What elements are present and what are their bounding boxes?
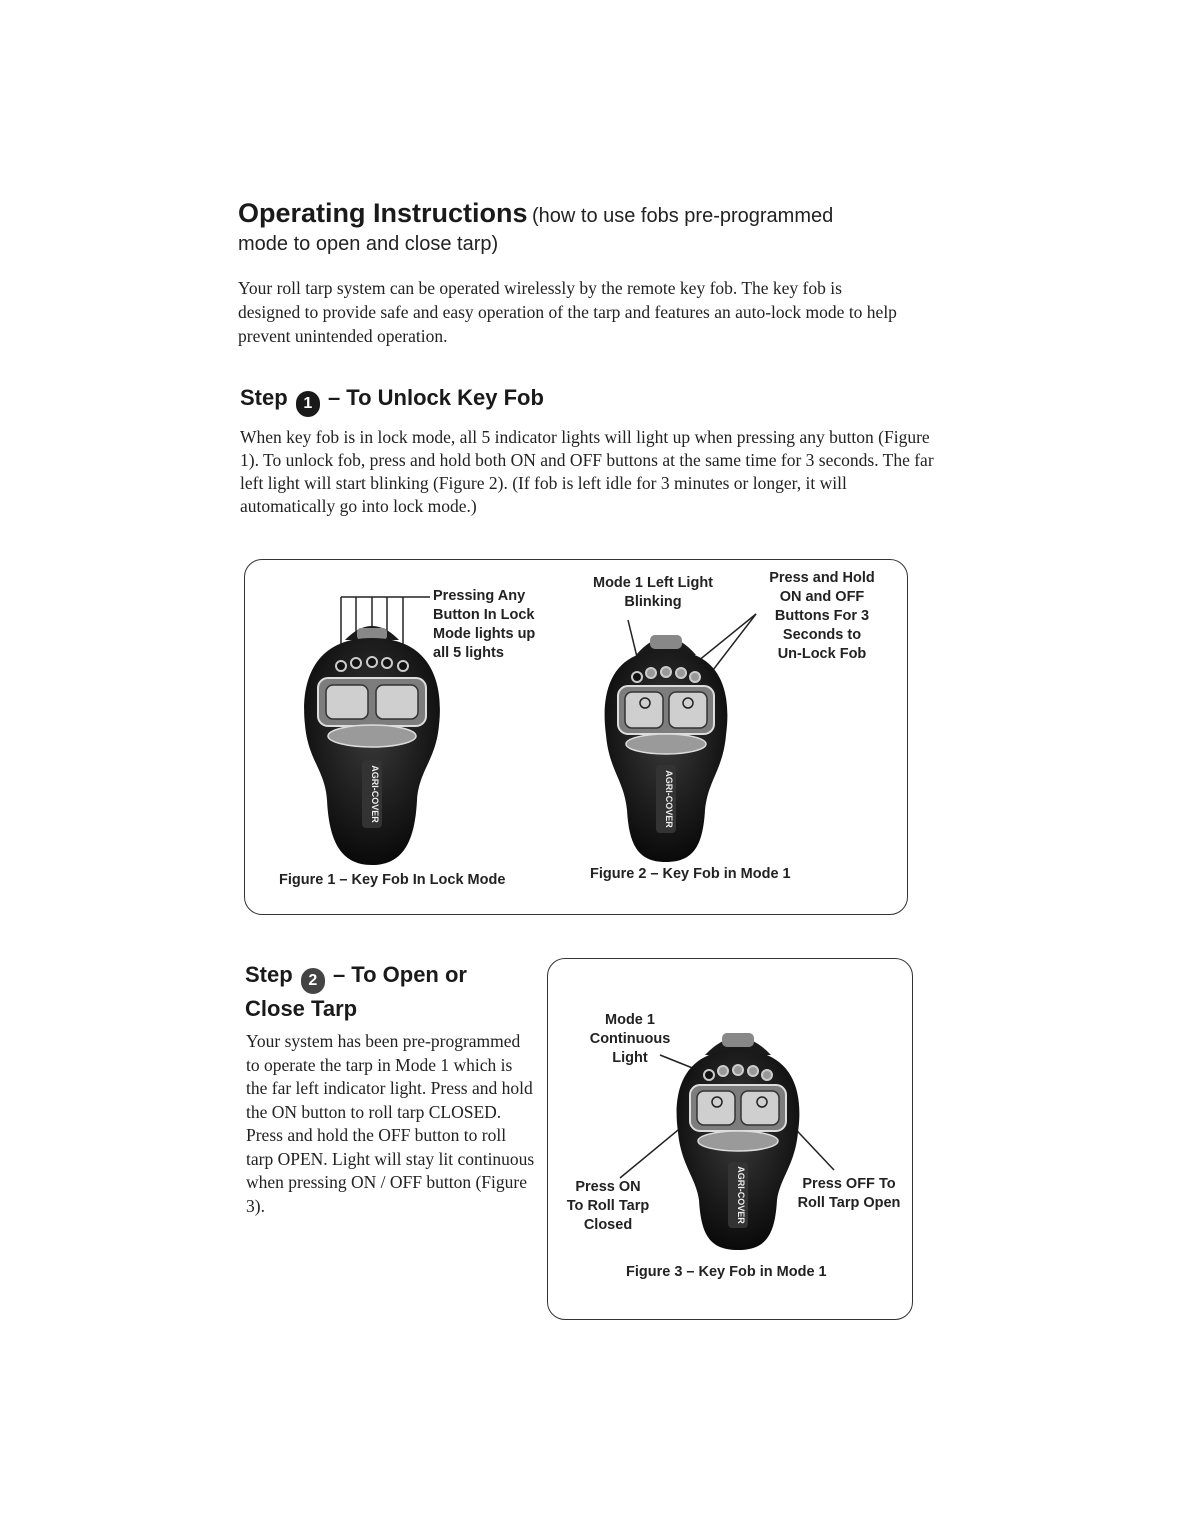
intro-paragraph: Your roll tarp system can be operated wirelessly by the remote key fob. The key fob is designed to provide safe and easy operation of the tarp and features an auto-lock mode to help prevent unintended operation. (238, 278, 897, 346)
step1-body: When key fob is in lock mode, all 5 indicator lights will light up when pressing any button (Figure 1). To unlock fob, press and hold both ON and OFF buttons at the same time for 3 seconds. The far left light will start blinking (Figure 2). (If fob is left idle for 3 minutes or longer, it will automatically go into lock mode.) (240, 427, 934, 516)
step1-prefix: Step (240, 385, 288, 410)
fig3-mode-callout: Mode 1 Continuous Light (589, 1012, 671, 1066)
step2-body: Your system has been pre-programmed to operate the tarp in Mode 1 which is the far left indicator light. Press and hold the ON button to roll tarp CLOSED. Press and hold the OFF button to roll tarp OPEN. Light will stay lit continuous when pressing ON / OFF button (Figure 3). (246, 1031, 535, 1216)
step1-title: – To Unlock Key Fob (327, 385, 544, 410)
step2-number-badge: 2 (301, 968, 325, 994)
step2-prefix: Step (245, 962, 293, 987)
step2-title: – To Open or (332, 962, 467, 987)
step2-heading (245, 960, 545, 1023)
page-subtitle: (how to use fobs pre-programmed (531, 205, 834, 227)
fob2-brand-text: AGRI-COVER (664, 770, 674, 828)
page-title: Operating Instructions (238, 198, 528, 228)
key-fob-figure-2 (605, 614, 756, 862)
figure2-caption: Figure 2 – Key Fob in Mode 1 (590, 866, 791, 882)
key-fob-figure-1 (304, 597, 440, 865)
fob1-brand-text: AGRI-COVER (370, 765, 380, 823)
fob3-brand-text: AGRI-COVER (736, 1166, 746, 1224)
figure1-caption: Figure 1 – Key Fob In Lock Mode (279, 872, 506, 888)
step2-title-line2: Close Tarp (245, 996, 358, 1021)
page-subtitle-line2: mode to open and close tarp) (238, 233, 499, 255)
fig3-off-callout: Press OFF To Roll Tarp Open (797, 1176, 901, 1211)
step1-number-badge: 1 (296, 391, 320, 417)
figure3-caption: Figure 3 – Key Fob in Mode 1 (626, 1264, 827, 1280)
fig3-on-callout: Press ON To Roll Tarp Closed (566, 1179, 650, 1233)
fig2-right-callout: Press and Hold ON and OFF Buttons For 3 Seconds to Un-Lock Fob (769, 570, 875, 662)
fig2-left-callout: Mode 1 Left Light Blinking (592, 575, 713, 610)
fig1-callout: Pressing Any Button In Lock Mode lights up all 5 lights (433, 588, 536, 661)
